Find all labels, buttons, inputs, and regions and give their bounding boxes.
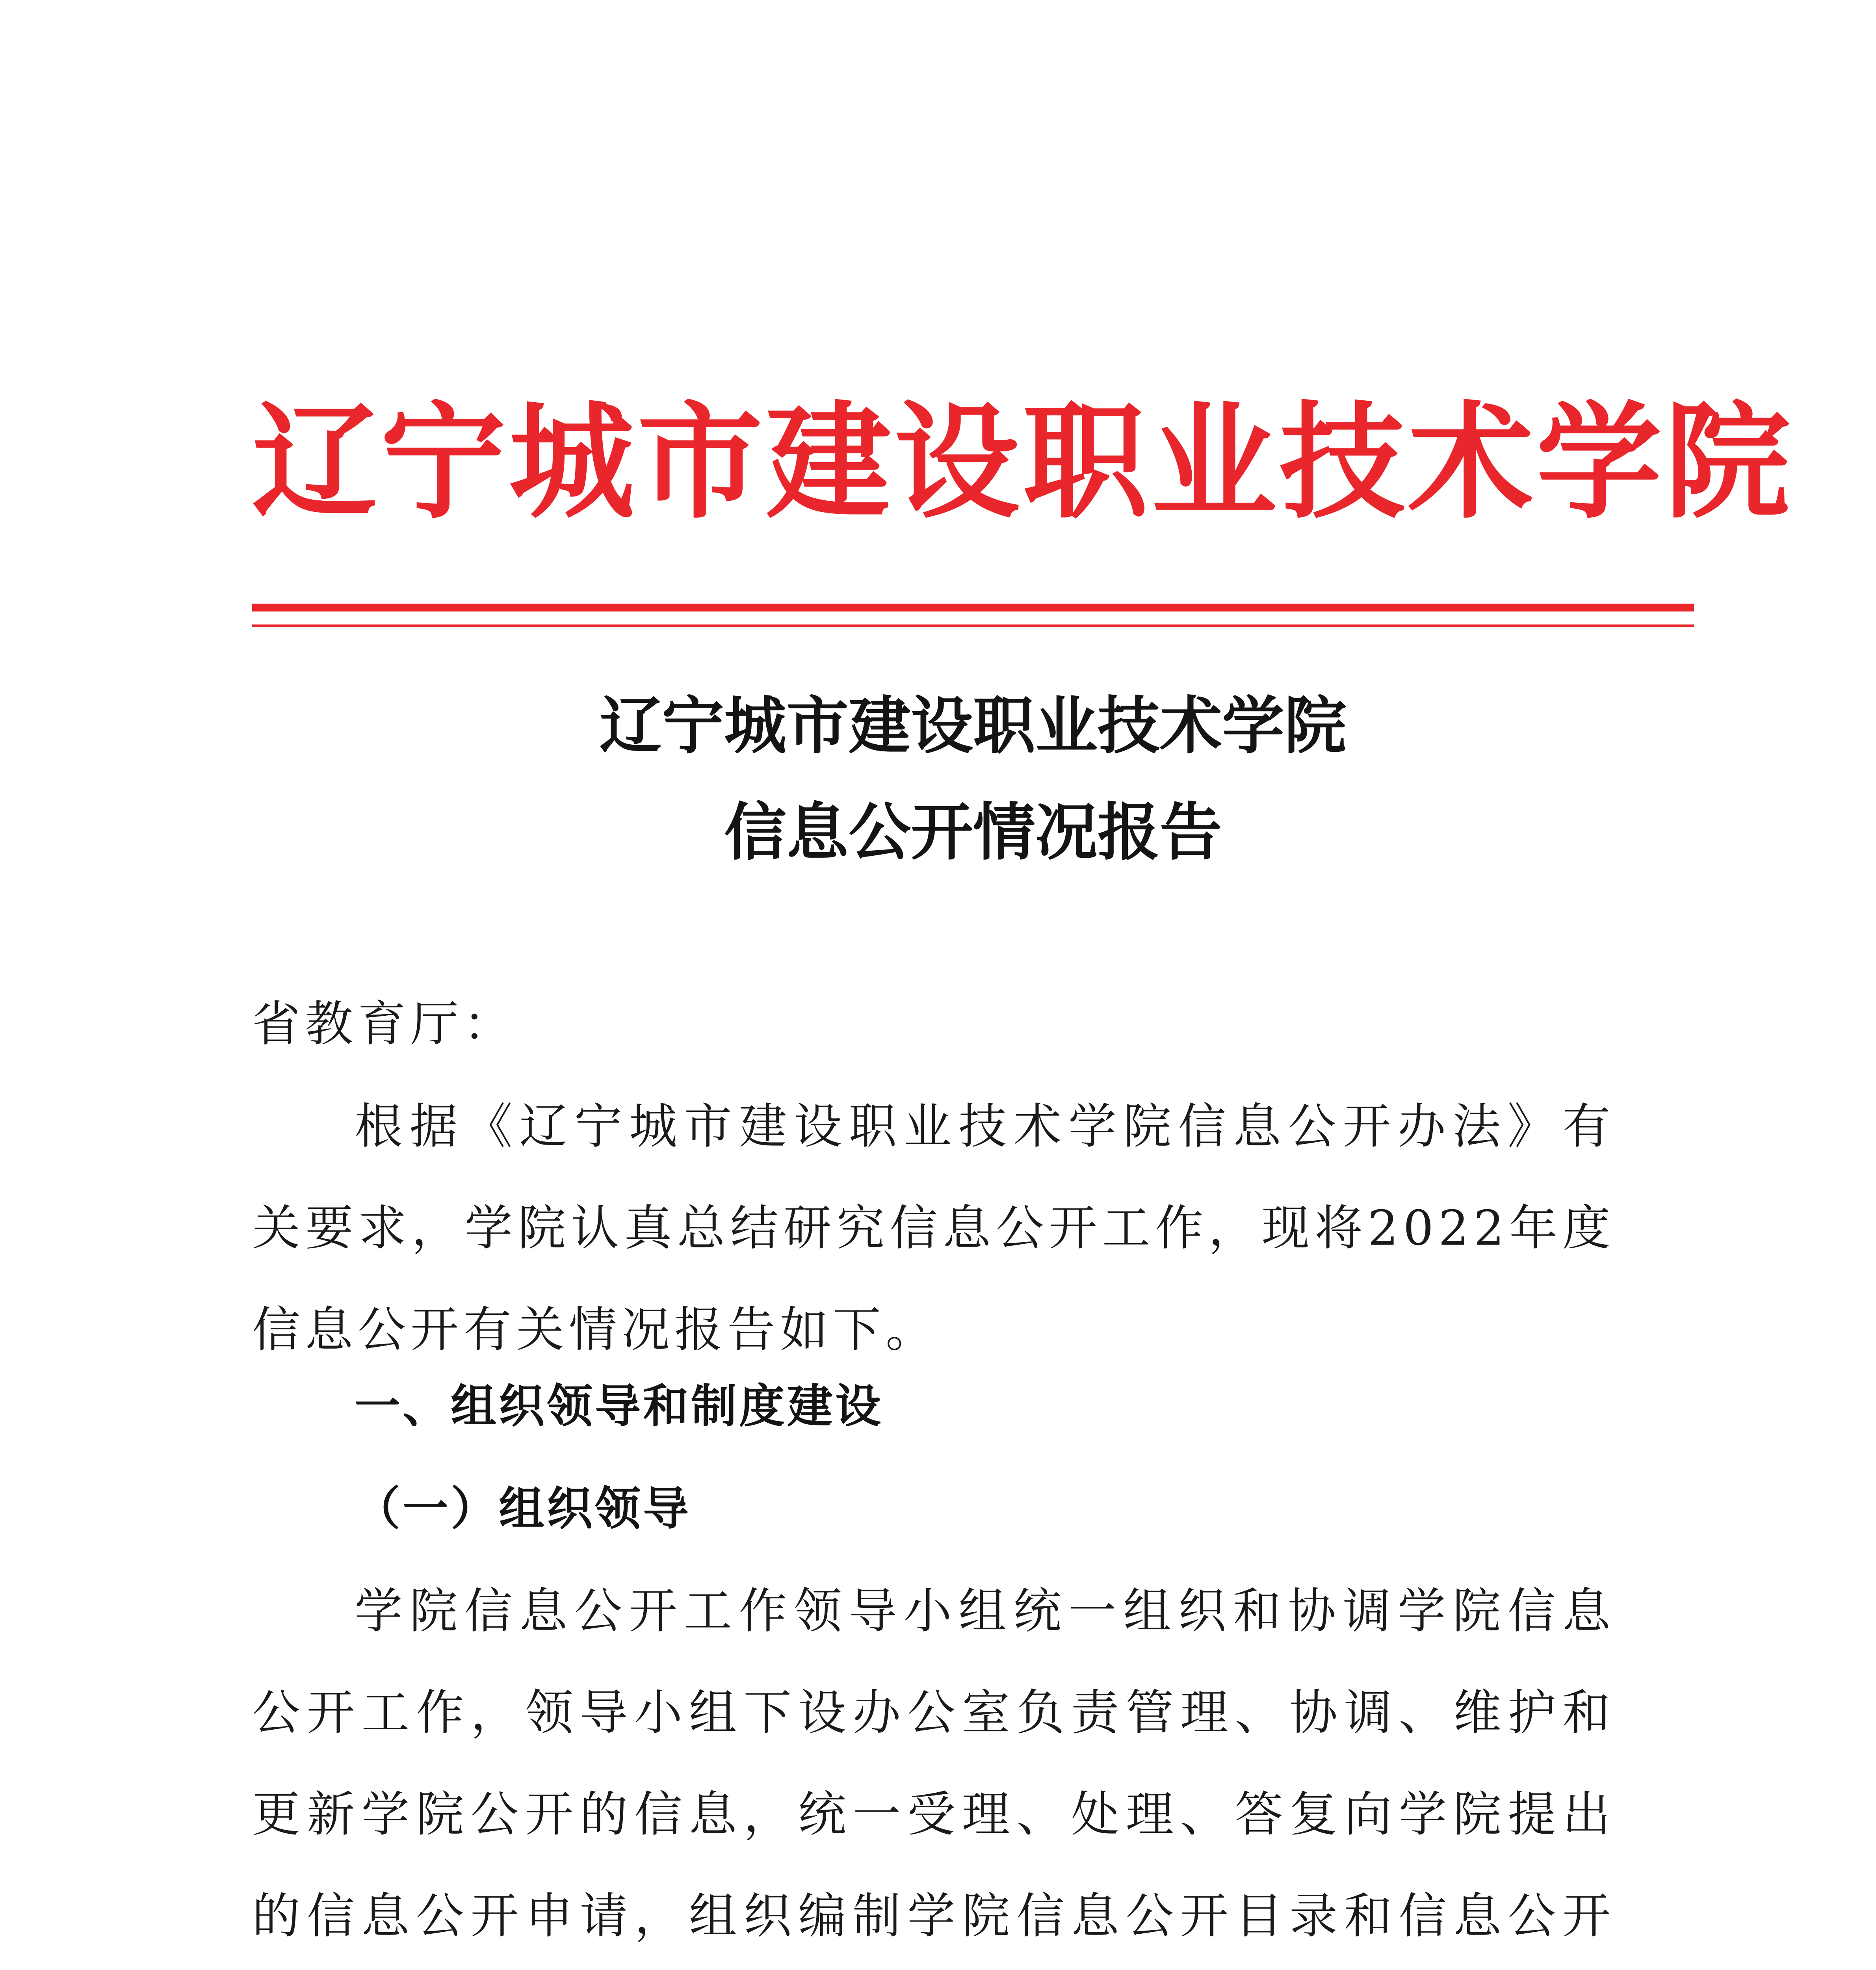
section-1-heading: 一、组织领导和制度建设 xyxy=(355,1380,883,1433)
salutation: 省教育厅： xyxy=(252,996,516,1052)
section-1-1-body: 学院信息公开工作领导小组统一组织和协调学院信息公开工作，领导小组下设办公室负责管理、协调、维护和更新学院公开的信息，统一受理、处理、答复向学院提出的信息公开申请，组织编制学院信息公开目录和信息公开 xyxy=(252,1583,1615,1944)
document-title-line-1: 辽宁城市建设职业技术学院 xyxy=(600,690,1347,762)
document-title-line-2: 信息公开情况报告 xyxy=(724,796,1222,869)
masthead-institution-name: 辽宁城市建设职业技术学院 xyxy=(252,390,1793,535)
masthead-red-rule-thin xyxy=(252,624,1694,627)
section-1-1-heading: （一）组织领导 xyxy=(355,1482,691,1535)
masthead-red-rule-thick xyxy=(252,604,1694,611)
intro-paragraph: 根据《辽宁城市建设职业技术学院信息公开办法》有关要求，学院认真总结研究信息公开工作，现将2022年度信息公开有关情况报告如下。 xyxy=(252,1098,1615,1358)
